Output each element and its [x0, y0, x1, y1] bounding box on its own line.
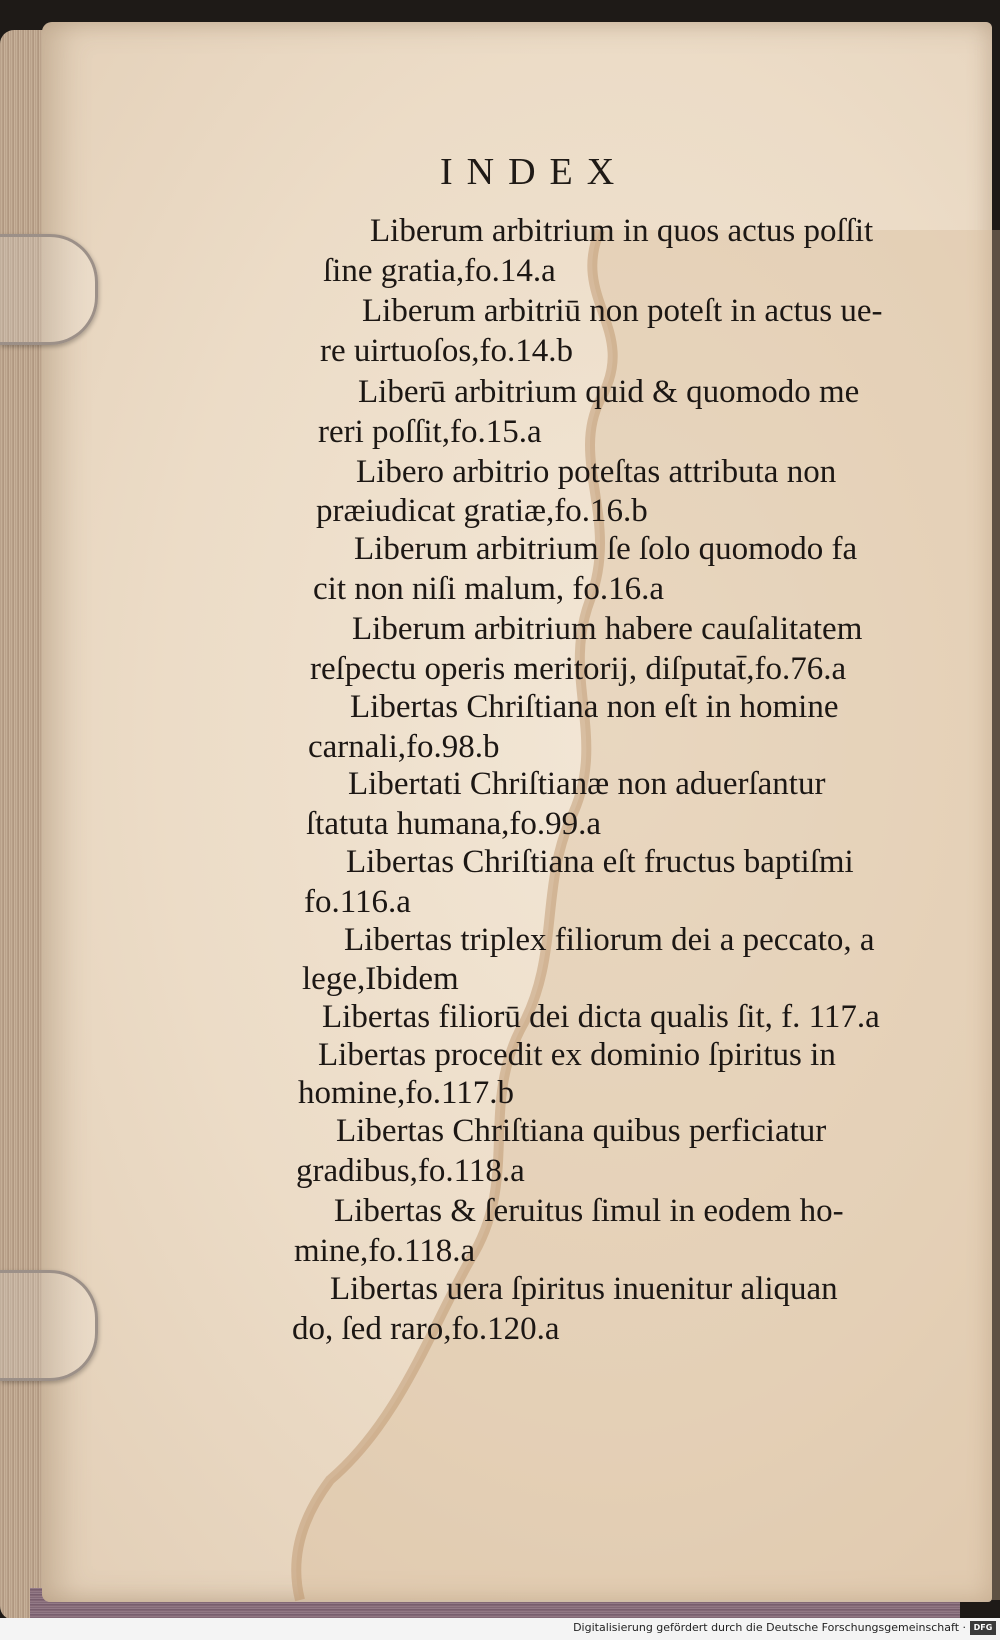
index-entry-line: ſtatuta humana,fo.99.a: [306, 806, 602, 842]
index-entry-line: Libero arbitrio poteſtas attributa non: [356, 454, 837, 490]
index-entry-line: Liberum arbitrium ſe ſolo quomodo fa: [354, 531, 858, 567]
index-entry-line: Libertas Chriſtiana non eſt in homine: [350, 689, 839, 725]
page-heading: INDEX: [440, 151, 629, 193]
index-entry-line: fo.116.a: [304, 884, 411, 920]
index-entry-line: Libertati Chriſtianæ non aduerſantur: [348, 766, 826, 802]
index-entry-line: reri poſſit,fo.15.a: [318, 414, 542, 450]
index-entry-line: carnali,fo.98.b: [308, 729, 500, 765]
index-entry-line: homine,fo.117.b: [298, 1075, 514, 1111]
index-entry-line: Liberum arbitrium in quos actus poſſit: [370, 213, 874, 249]
index-entry-line: Libertas uera ſpiritus inuenitur aliquan: [330, 1271, 838, 1307]
index-entry-line: mine,fo.118.a: [294, 1233, 476, 1269]
index-entry-line: Liberum arbitrium habere cauſalitatem: [352, 611, 863, 647]
index-entry-line: cit non niſi malum, fo.16.a: [313, 571, 665, 607]
index-entry-line: gradibus,fo.118.a: [296, 1153, 525, 1189]
index-entry-line: lege,Ibidem: [302, 961, 459, 997]
index-entry-line: Libertas & ſeruitus ſimul in eodem ho-: [334, 1193, 844, 1229]
index-entry-line: Liberum arbitriū non poteſt in actus ue-: [362, 293, 883, 329]
index-entry-line: ſine gratia,fo.14.a: [323, 253, 556, 289]
index-entry-line: Libertas Chriſtiana quibus perficiatur: [336, 1113, 827, 1149]
index-entry-line: Libertas triplex filiorum dei a peccato, a: [344, 922, 875, 958]
index-entry-line: præiudicat gratiæ,fo.16.b: [316, 493, 648, 529]
digitization-footer: [0, 1618, 1000, 1640]
dfg-logo-icon: DFG: [970, 1621, 996, 1635]
index-entry-line: Libertas procedit ex dominio ſpiritus in: [318, 1037, 836, 1073]
index-entry-line: Libertas Chriſtiana eſt fructus baptiſmi: [346, 844, 854, 880]
index-entry-line: Libertas filiorū dei dicta qualis ſit, f. 117.a: [322, 999, 880, 1035]
index-entry-line: Liberū arbitrium quid & quomodo me: [358, 374, 860, 410]
footer-credit: Digitalisierung gefördert durch die Deutsche Forschungsgemeinschaft ·: [573, 1621, 966, 1634]
index-entry-line: re uirtuoſos,fo.14.b: [320, 333, 573, 369]
index-entry-line: do, ſed raro,fo.120.a: [292, 1311, 560, 1347]
index-entry-line: reſpectu operis meritorij, diſputat̄,fo.76.a: [310, 651, 847, 687]
